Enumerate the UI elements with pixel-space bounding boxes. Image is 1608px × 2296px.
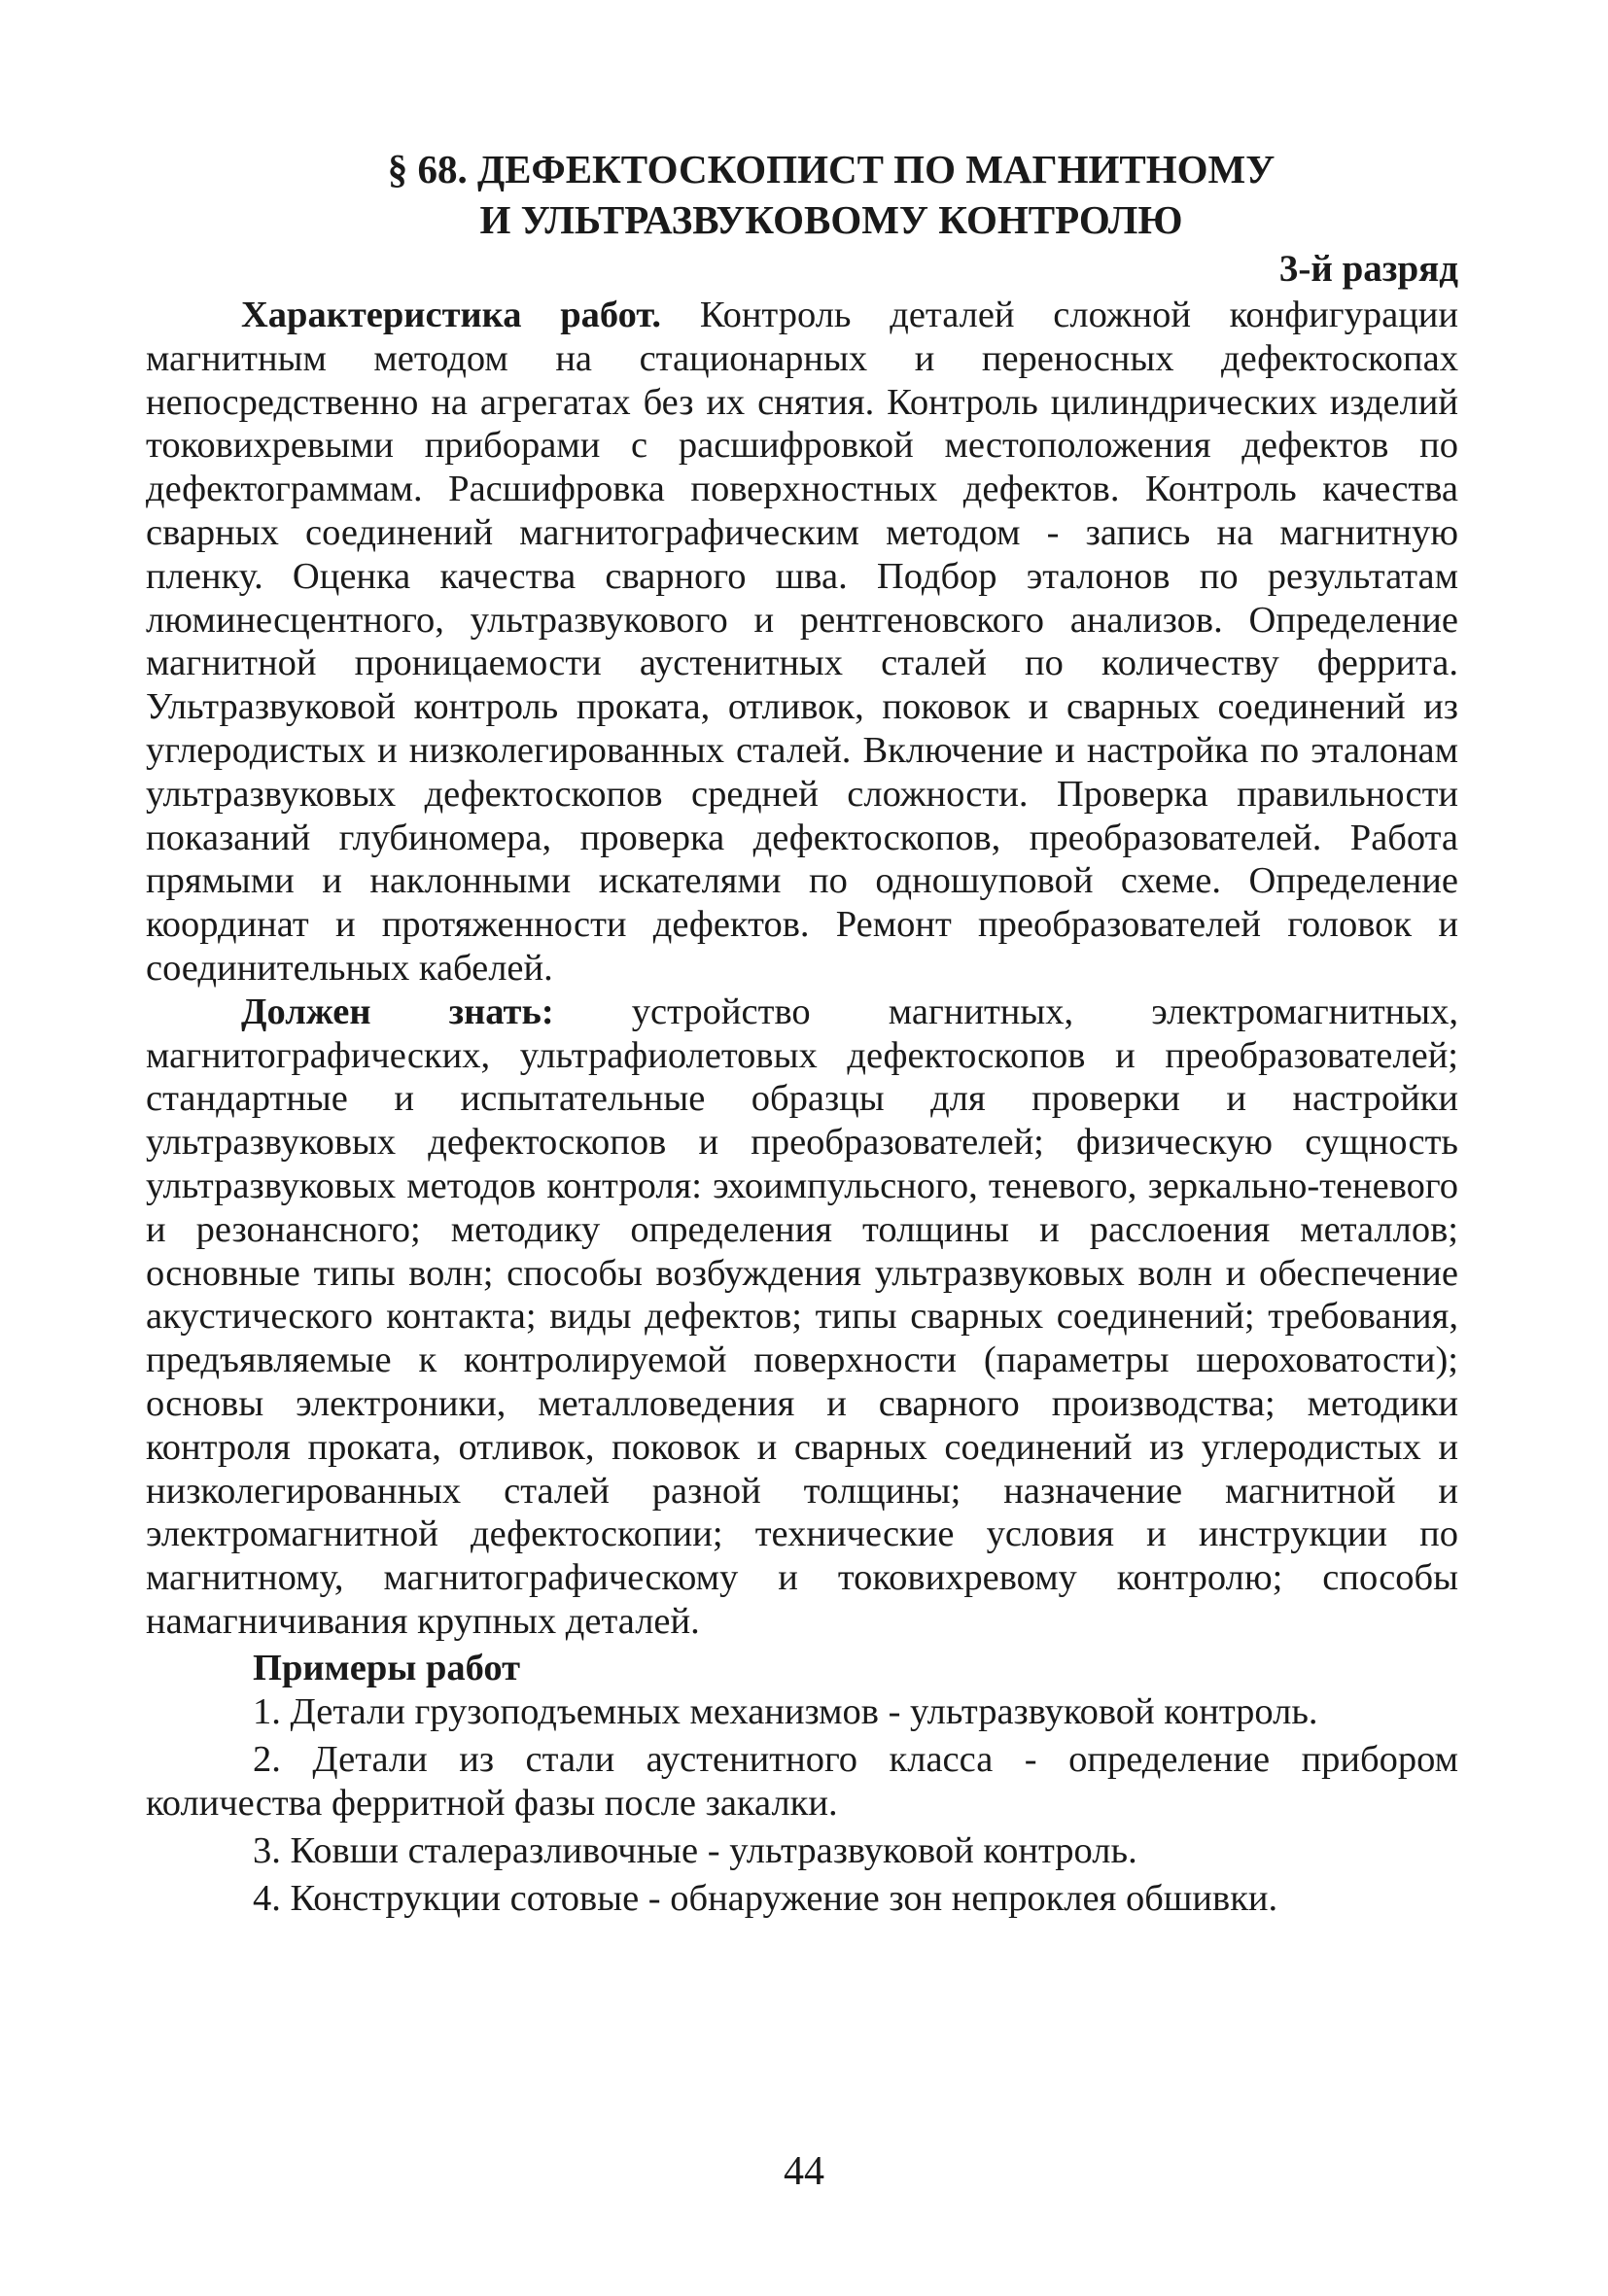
example-item: 4. Конструкции сотовые - обнаружение зон непроклея обшивки. — [253, 1877, 1278, 1919]
document-page — [146, 144, 1458, 1925]
examples-heading: Примеры работ — [253, 1647, 521, 1688]
grade-label: 3-й разряд — [1278, 248, 1458, 290]
knowledge-text: устройство магнитных, электромагнитных, магнитографических, ультрафиолетовых дефектоскопов и преобразователей; стандартные и испытательные образцы для проверки и настройки ультразвуковых дефектоскопов и преобразователей; физическую сущность ультразвуковых методов контроля: эхоимпульсного, теневого, зеркально-теневого и резонансного; методику определения толщины и расслоения металлов; основные типы волн; способы возбуждения ультразвуковых волн и обеспечение акустического контакта; виды дефектов; типы сварных соединений; требования, предъявляемые к контролируемой поверхности (параметры шероховатости); основы электроники, металловедения и сварного производства; методики контроля проката, отливок, поковок и сварных соединений из углеродистых и низколегированных сталей разной толщины; назначение магнитной и электромагнитной дефектоскопии; технические условия и инструкции по магнитному, магнитографическому и токовихревому контролю; способы намагничивания крупных деталей. — [146, 991, 1458, 1642]
example-item: 2. Детали из стали аустенитного класса - определение прибором количества ферритной фазы после закалки. — [146, 1738, 1458, 1824]
characteristics-paragraph — [146, 294, 1458, 991]
knowledge-label: Должен знать: — [241, 991, 554, 1032]
section-title-line-1: § 68. ДЕФЕКТОСКОПИСТ ПО МАГНИТНОМУ — [387, 147, 1276, 191]
example-item: 1. Детали грузоподъемных механизмов - ультразвуковой контроль. — [253, 1690, 1318, 1732]
examples-list — [146, 1690, 1458, 1921]
knowledge-paragraph — [146, 991, 1458, 1644]
characteristics-text: Контроль деталей сложной конфигурации магнитным методом на стационарных и переносных дефектоскопах непосредственно на агрегатах без их снятия. Контроль цилиндрических изделий токовихревыми приборами с расшифровкой местоположения дефектов по дефектограммам. Расшифровка поверхностных дефектов. Контроль качества сварных соединений магнитографическим методом - запись на магнитную пленку. Оценка качества сварного шва. Подбор эталонов по результатам люминесцентного, ультразвукового и рентгеновского анализов. Определение магнитной проницаемости аустенитных сталей по количеству феррита. Ультразвуковой контроль проката, отливок, поковок и сварных соединений из углеродистых и низколегированных сталей. Включение и настройка по эталонам ультразвуковых дефектоскопов средней сложности. Проверка правильности показаний глубиномера, проверка дефектоскопов, преобразователей. Работа прямыми и наклонными искателями по одношуповой схеме. Определение координат и протяженности дефектов. Ремонт преобразователей головок и соединительных кабелей. — [146, 295, 1459, 989]
page-number: 44 — [784, 2149, 824, 2194]
section-title-line-2: И УЛЬТРАЗВУКОВОМУ КОНТРОЛЮ — [479, 197, 1183, 242]
characteristics-label: Характеристика работ. — [241, 295, 662, 335]
section-title — [146, 144, 1458, 245]
example-item: 3. Ковши сталеразливочные - ультразвуковой контроль. — [253, 1829, 1137, 1871]
